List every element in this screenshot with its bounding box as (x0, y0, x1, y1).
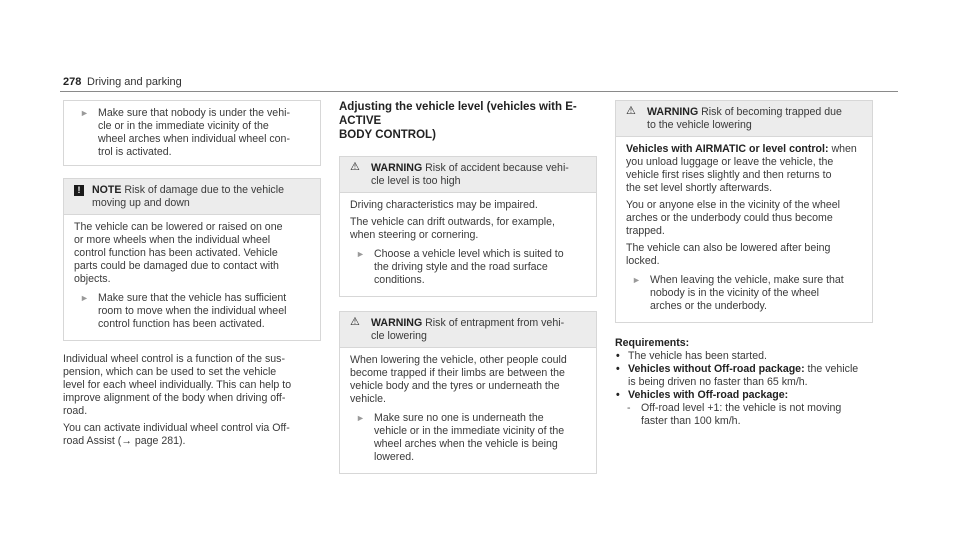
note-text: The vehicle can be lowered or raised on one or more wheels when the individual wheel control function has been activated. Vehicle parts could be damaged due to contact with objects. (74, 221, 283, 285)
bullet-icon: • (616, 363, 620, 375)
note-header (64, 179, 320, 215)
requirement-item (615, 363, 873, 389)
warning-box-entrapment (339, 311, 597, 474)
warning-intro (626, 143, 862, 195)
note-label: NOTE (92, 184, 122, 196)
requirement-text: The vehicle has been started. (628, 350, 767, 362)
warning-header (340, 157, 596, 193)
warning-text: The vehicle can drift outwards, for example, when steering or cornering. (350, 216, 555, 241)
warning-header (340, 312, 596, 348)
note-body (64, 215, 320, 340)
warning-text: You or anyone else in the vicinity of the wheel arches or the underbody could thus become trapped. (626, 199, 840, 237)
warning-triangle-icon: ⚠ (350, 161, 360, 173)
bullet-icon: • (616, 389, 620, 401)
warning-label: WARNING (371, 317, 423, 329)
warning-label: WARNING (371, 162, 423, 174)
warning-body (340, 193, 596, 296)
warning-label: WARNING (647, 106, 699, 118)
dash-icon: - (627, 402, 631, 414)
requirement-label: Vehicles with Off-road package: (628, 389, 789, 401)
warning-triangle-icon: ⚠ (626, 105, 636, 117)
requirements-heading: Requirements: (615, 337, 690, 349)
header-divider (60, 91, 898, 92)
note-step-text: Make sure that the vehicle has sufficient room to move when the individual wheel control function has been activated. (98, 292, 287, 330)
step-text: Make sure that nobody is under the vehi‑ cle or in the immediate vicinity of the wheel arches when individual wheel con‑ trol is activated. (98, 107, 290, 158)
page-number: 278 (63, 76, 82, 88)
note-step (74, 292, 310, 331)
warning-title: Risk of becoming trapped due to the vehicle lowering (647, 106, 842, 131)
requirement-subitem (627, 402, 873, 428)
arrow-right-icon: ► (80, 293, 89, 303)
warning-body (616, 137, 872, 322)
warning-step-text: When leaving the vehicle, make sure that nobody is in the vicinity of the wheel arches or the underbody. (650, 274, 844, 312)
warning-step-text: Choose a vehicle level which is suited to the driving style and the road surface conditions. (374, 248, 564, 286)
warning-box-accident (339, 156, 597, 297)
note-box (63, 178, 321, 341)
paragraph-offroad-assist: You can activate individual wheel control via Off‑ road Assist (→ page 281). (63, 422, 290, 447)
warning-step (350, 412, 586, 464)
warning-box-trapped (615, 100, 873, 323)
warning-body (340, 348, 596, 473)
bullet-icon: • (616, 350, 620, 362)
note-exclamation-icon: ! (74, 185, 84, 196)
warning-intro-text: when you unload luggage or leave the vehicle, the vehicle first rises slightly and then returns to the set level shortly afterwards. (626, 143, 857, 194)
instruction-step (74, 107, 310, 159)
arrow-right-icon: ► (356, 413, 365, 423)
warning-intro-label: Vehicles with AIRMATIC or level control: (626, 143, 829, 155)
requirement-label: Vehicles without Off-road package: (628, 363, 805, 375)
section-heading: Adjusting the vehicle level (vehicles with E-ACTIVE BODY CONTROL) (339, 101, 577, 141)
column-1 (63, 100, 321, 452)
instruction-box (63, 100, 321, 166)
warning-header (616, 101, 872, 137)
requirement-item (615, 389, 873, 402)
warning-triangle-icon: ⚠ (350, 316, 360, 328)
warning-text: Driving characteristics may be impaired. (350, 199, 538, 211)
section-title: Driving and parking (87, 76, 182, 88)
column-3 (615, 100, 873, 428)
warning-title: Risk of entrapment from vehi‑ cle lowering (371, 317, 565, 342)
warning-title: Risk of accident because vehi‑ cle level is too high (371, 162, 569, 187)
arrow-right-icon: ► (632, 275, 641, 285)
warning-step (626, 274, 862, 313)
requirement-text: the vehicle is being driven no faster than 65 km/h. (628, 363, 859, 388)
warning-text: When lowering the vehicle, other people could become trapped if their limbs are between the vehicle body and the tyres or underneath the vehicle. (350, 354, 567, 405)
column-2 (339, 100, 597, 488)
warning-step-text: Make sure no one is underneath the vehicle or in the immediate vicinity of the wheel arches when the vehicle is being lowered. (374, 412, 565, 463)
requirement-item (615, 350, 873, 363)
page-header (0, 72, 960, 94)
requirement-subtext: Off-road level +1: the vehicle is not moving faster than 100 km/h. (641, 402, 842, 427)
warning-text: The vehicle can also be lowered after being locked. (626, 242, 831, 267)
paragraph-individual-wheel-control: Individual wheel control is a function of the sus‑ pension, which can be used to set the vehicle level for each wheel individually. This can help to improve alignment of the body when driving off‑ road. (63, 353, 292, 417)
arrow-right-icon: ► (80, 108, 89, 118)
arrow-right-icon: ► (356, 249, 365, 259)
warning-step (350, 248, 586, 287)
note-title: Risk of damage due to the vehicle moving up and down (92, 184, 284, 209)
